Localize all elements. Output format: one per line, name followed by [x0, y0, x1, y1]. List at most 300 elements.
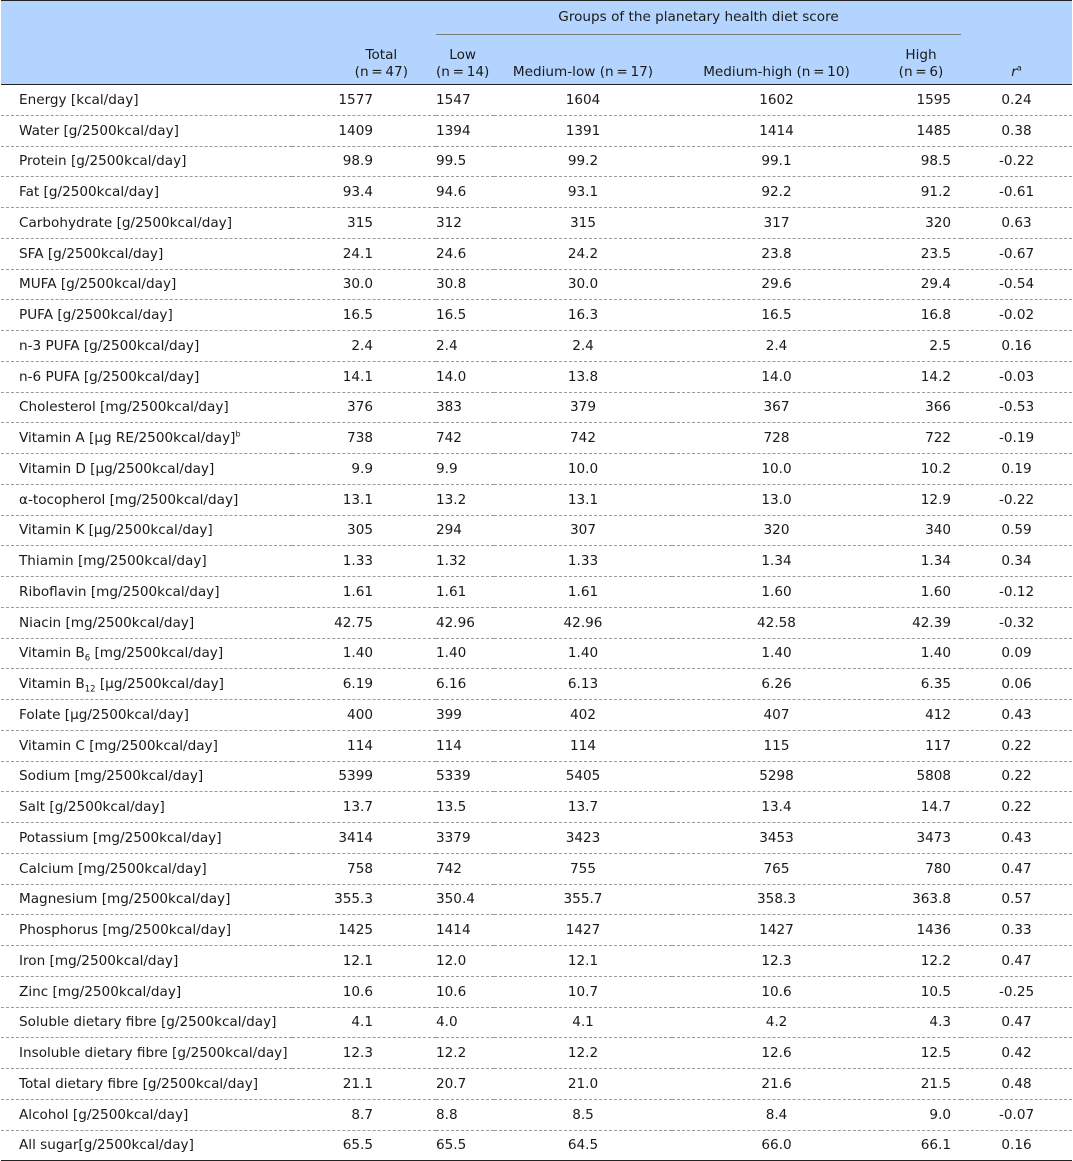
cell-total: 93.4	[292, 177, 436, 208]
cell-r: 0.38	[961, 115, 1072, 146]
header-r-footnote: a	[1016, 63, 1022, 73]
cell-low: 6.16	[436, 669, 494, 700]
cell-low: 30.8	[436, 269, 494, 300]
cell-medium-high: 1414	[672, 115, 881, 146]
cell-high: 23.5	[881, 238, 961, 269]
row-label	[1, 946, 292, 977]
header-medium-low-n: (n = 17)	[599, 64, 654, 80]
row-label	[1, 1099, 292, 1130]
header-high	[881, 35, 961, 85]
row-label	[1, 700, 292, 731]
cell-medium-low: 6.13	[494, 669, 672, 700]
cell-low: 1414	[436, 915, 494, 946]
row-label	[1, 146, 292, 177]
cell-medium-high: 407	[672, 700, 881, 731]
row-label-text: Thiamin [mg/2500kcal/day]	[19, 553, 207, 570]
cell-medium-low: 30.0	[494, 269, 672, 300]
table-row	[1, 730, 1072, 761]
cell-medium-high: 92.2	[672, 177, 881, 208]
cell-high: 1.40	[881, 638, 961, 669]
row-label-text: Potassium [mg/2500kcal/day]	[19, 829, 222, 846]
cell-total: 315	[292, 208, 436, 239]
header-blank	[961, 1, 1072, 35]
cell-medium-low: 315	[494, 208, 672, 239]
cell-r: -0.07	[961, 1099, 1072, 1130]
row-label	[1, 208, 292, 239]
cell-high: 29.4	[881, 269, 961, 300]
cell-medium-low: 114	[494, 730, 672, 761]
row-label-text: Folate [µg/2500kcal/day]	[19, 706, 189, 723]
row-label	[1, 115, 292, 146]
row-label-footnote: b	[235, 429, 241, 439]
table-row	[1, 115, 1072, 146]
row-label-text: Vitamin B	[19, 645, 85, 662]
row-label-text: Total dietary fibre [g/2500kcal/day]	[19, 1075, 259, 1092]
cell-medium-high: 13.4	[672, 792, 881, 823]
cell-low: 12.0	[436, 946, 494, 977]
cell-low: 294	[436, 515, 494, 546]
row-label	[1, 269, 292, 300]
row-label-unit: [mg/2500kcal/day]	[90, 645, 224, 662]
row-label	[1, 454, 292, 485]
cell-r: 0.59	[961, 515, 1072, 546]
table-row	[1, 792, 1072, 823]
cell-medium-low: 12.2	[494, 1038, 672, 1069]
cell-r: -0.54	[961, 269, 1072, 300]
cell-total: 1425	[292, 915, 436, 946]
cell-total: 5399	[292, 761, 436, 792]
cell-medium-low: 1604	[494, 85, 672, 116]
table-row	[1, 976, 1072, 1007]
table-body	[1, 85, 1072, 1161]
cell-r: 0.63	[961, 208, 1072, 239]
header-high-name: High	[905, 47, 937, 63]
row-label-text: Insoluble dietary fibre [g/2500kcal/day]	[19, 1045, 288, 1062]
cell-low: 13.5	[436, 792, 494, 823]
cell-total: 12.3	[292, 1038, 436, 1069]
cell-medium-high: 1.60	[672, 577, 881, 608]
row-label-text: α-tocopherol [mg/2500kcal/day]	[19, 491, 239, 508]
table-row	[1, 423, 1072, 454]
cell-medium-low: 10.0	[494, 454, 672, 485]
cell-r: 0.06	[961, 669, 1072, 700]
cell-medium-high: 2.4	[672, 331, 881, 362]
cell-medium-low: 1391	[494, 115, 672, 146]
cell-high: 21.5	[881, 1069, 961, 1100]
cell-r: 0.16	[961, 331, 1072, 362]
cell-total: 114	[292, 730, 436, 761]
cell-medium-high: 16.5	[672, 300, 881, 331]
cell-medium-low: 755	[494, 853, 672, 884]
row-label	[1, 730, 292, 761]
cell-medium-low: 42.96	[494, 607, 672, 638]
cell-medium-high: 6.26	[672, 669, 881, 700]
cell-total: 355.3	[292, 884, 436, 915]
cell-total: 1.61	[292, 577, 436, 608]
table-row	[1, 484, 1072, 515]
cell-medium-high: 358.3	[672, 884, 881, 915]
row-label	[1, 853, 292, 884]
cell-r: -0.25	[961, 976, 1072, 1007]
cell-medium-high: 765	[672, 853, 881, 884]
cell-r: -0.61	[961, 177, 1072, 208]
cell-r: -0.03	[961, 361, 1072, 392]
table-row	[1, 392, 1072, 423]
cell-medium-high: 14.0	[672, 361, 881, 392]
cell-total: 305	[292, 515, 436, 546]
header-total	[292, 35, 436, 85]
cell-low: 114	[436, 730, 494, 761]
cell-medium-high: 3453	[672, 823, 881, 854]
cell-high: 1485	[881, 115, 961, 146]
header-total-name: Total	[365, 47, 398, 63]
cell-high: 780	[881, 853, 961, 884]
cell-high: 412	[881, 700, 961, 731]
cell-r: 0.47	[961, 853, 1072, 884]
cell-r: 0.42	[961, 1038, 1072, 1069]
header-medium-high-n: (n = 10)	[796, 64, 850, 80]
row-label	[1, 546, 292, 577]
cell-high: 10.2	[881, 454, 961, 485]
row-label	[1, 392, 292, 423]
cell-medium-high: 13.0	[672, 484, 881, 515]
cell-r: 0.43	[961, 700, 1072, 731]
header-label-column	[1, 35, 292, 85]
row-label	[1, 823, 292, 854]
cell-medium-high: 10.6	[672, 976, 881, 1007]
group-title-header	[436, 1, 961, 35]
cell-low: 742	[436, 853, 494, 884]
cell-r: 0.22	[961, 761, 1072, 792]
header-medium-high-name: Medium-high	[703, 64, 793, 80]
row-label-text: Iron [mg/2500kcal/day]	[19, 952, 179, 969]
row-label-text: Carbohydrate [g/2500kcal/day]	[19, 214, 233, 231]
row-label	[1, 361, 292, 392]
cell-total: 13.1	[292, 484, 436, 515]
cell-r: 0.33	[961, 915, 1072, 946]
cell-medium-high: 42.58	[672, 607, 881, 638]
cell-medium-high: 12.3	[672, 946, 881, 977]
row-label-text: n-6 PUFA [g/2500kcal/day]	[19, 368, 200, 385]
cell-high: 1.34	[881, 546, 961, 577]
row-label-text: All sugar[g/2500kcal/day]	[19, 1137, 194, 1154]
row-label	[1, 238, 292, 269]
row-label	[1, 607, 292, 638]
cell-high: 5808	[881, 761, 961, 792]
cell-total: 98.9	[292, 146, 436, 177]
cell-r: -0.22	[961, 146, 1072, 177]
cell-medium-low: 13.7	[494, 792, 672, 823]
cell-total: 376	[292, 392, 436, 423]
table-row	[1, 331, 1072, 362]
cell-high: 16.8	[881, 300, 961, 331]
cell-low: 13.2	[436, 484, 494, 515]
row-label-subscript: 6	[84, 654, 91, 665]
cell-r: 0.34	[961, 546, 1072, 577]
cell-low: 16.5	[436, 300, 494, 331]
table-row	[1, 269, 1072, 300]
row-label	[1, 1130, 292, 1161]
cell-low: 20.7	[436, 1069, 494, 1100]
row-label-text: Salt [g/2500kcal/day]	[19, 799, 165, 816]
cell-medium-high: 10.0	[672, 454, 881, 485]
cell-total: 1409	[292, 115, 436, 146]
cell-high: 3473	[881, 823, 961, 854]
cell-low: 312	[436, 208, 494, 239]
cell-low: 14.0	[436, 361, 494, 392]
row-label-text: Zinc [mg/2500kcal/day]	[19, 983, 182, 1000]
row-label	[1, 1038, 292, 1069]
cell-low: 1394	[436, 115, 494, 146]
cell-medium-low: 93.1	[494, 177, 672, 208]
cell-r: 0.24	[961, 85, 1072, 116]
cell-low: 1.40	[436, 638, 494, 669]
cell-high: 12.5	[881, 1038, 961, 1069]
cell-total: 12.1	[292, 946, 436, 977]
cell-medium-high: 5298	[672, 761, 881, 792]
cell-total: 2.4	[292, 331, 436, 362]
header-medium-high	[672, 35, 881, 85]
header-correlation	[961, 35, 1072, 85]
row-label-text: MUFA [g/2500kcal/day]	[19, 276, 177, 293]
cell-low: 4.0	[436, 1007, 494, 1038]
row-label-text: Alcohol [g/2500kcal/day]	[19, 1106, 189, 1123]
cell-low: 399	[436, 700, 494, 731]
row-label-unit: [µg/2500kcal/day]	[95, 676, 224, 693]
table-row	[1, 208, 1072, 239]
cell-low: 383	[436, 392, 494, 423]
cell-low: 5339	[436, 761, 494, 792]
cell-high: 9.0	[881, 1099, 961, 1130]
cell-medium-low: 13.1	[494, 484, 672, 515]
cell-high: 91.2	[881, 177, 961, 208]
row-label	[1, 761, 292, 792]
cell-medium-low: 5405	[494, 761, 672, 792]
row-label-text: SFA [g/2500kcal/day]	[19, 245, 164, 262]
cell-high: 1436	[881, 915, 961, 946]
header-blank	[292, 1, 436, 35]
row-label-text: Vitamin A [µg RE/2500kcal/day]	[19, 430, 236, 447]
row-label-text: Vitamin C [mg/2500kcal/day]	[19, 737, 218, 754]
cell-medium-high: 367	[672, 392, 881, 423]
header-high-n: (n = 6)	[898, 64, 944, 80]
row-label	[1, 884, 292, 915]
cell-medium-low: 402	[494, 700, 672, 731]
cell-low: 8.8	[436, 1099, 494, 1130]
table-row	[1, 946, 1072, 977]
cell-r: -0.12	[961, 577, 1072, 608]
table-row	[1, 853, 1072, 884]
cell-medium-high: 115	[672, 730, 881, 761]
cell-r: 0.48	[961, 1069, 1072, 1100]
row-label-text: Sodium [mg/2500kcal/day]	[19, 768, 204, 785]
row-label	[1, 484, 292, 515]
cell-r: 0.43	[961, 823, 1072, 854]
cell-low: 1.32	[436, 546, 494, 577]
table-row	[1, 1007, 1072, 1038]
table-row	[1, 546, 1072, 577]
cell-medium-low: 379	[494, 392, 672, 423]
cell-total: 8.7	[292, 1099, 436, 1130]
row-label-text: PUFA [g/2500kcal/day]	[19, 307, 173, 324]
cell-high: 117	[881, 730, 961, 761]
row-label-text: Calcium [mg/2500kcal/day]	[19, 860, 207, 877]
cell-high: 340	[881, 515, 961, 546]
row-label	[1, 331, 292, 362]
table-row	[1, 177, 1072, 208]
table-row	[1, 607, 1072, 638]
cell-low: 94.6	[436, 177, 494, 208]
header-low	[436, 35, 494, 85]
row-label-subscript: 12	[84, 684, 96, 695]
table-header	[1, 1, 1072, 85]
cell-medium-low: 12.1	[494, 946, 672, 977]
cell-low: 2.4	[436, 331, 494, 362]
cell-medium-low: 2.4	[494, 331, 672, 362]
row-label-text: Fat [g/2500kcal/day]	[19, 184, 159, 201]
table-row	[1, 669, 1072, 700]
row-label	[1, 638, 292, 669]
row-label	[1, 85, 292, 116]
header-blank	[1, 1, 292, 35]
row-label-text: Energy [kcal/day]	[19, 91, 139, 108]
cell-medium-high: 1602	[672, 85, 881, 116]
table-row	[1, 915, 1072, 946]
row-label-text: Cholesterol [mg/2500kcal/day]	[19, 399, 229, 416]
cell-r: 0.47	[961, 946, 1072, 977]
cell-total: 1577	[292, 85, 436, 116]
cell-low: 24.6	[436, 238, 494, 269]
table-row	[1, 577, 1072, 608]
table-row	[1, 823, 1072, 854]
cell-high: 366	[881, 392, 961, 423]
cell-high: 42.39	[881, 607, 961, 638]
header-r: r	[1011, 64, 1017, 80]
cell-medium-low: 99.2	[494, 146, 672, 177]
cell-medium-low: 355.7	[494, 884, 672, 915]
cell-r: -0.67	[961, 238, 1072, 269]
cell-medium-low: 3423	[494, 823, 672, 854]
cell-high: 722	[881, 423, 961, 454]
header-total-n: (n = 47)	[354, 64, 408, 80]
header-low-n: (n = 14)	[436, 64, 490, 80]
cell-high: 363.8	[881, 884, 961, 915]
cell-low: 350.4	[436, 884, 494, 915]
cell-high: 10.5	[881, 976, 961, 1007]
row-label-text: Vitamin D [µg/2500kcal/day]	[19, 460, 215, 477]
table-row	[1, 1038, 1072, 1069]
cell-total: 65.5	[292, 1130, 436, 1161]
cell-total: 9.9	[292, 454, 436, 485]
cell-medium-low: 13.8	[494, 361, 672, 392]
cell-high: 1595	[881, 85, 961, 116]
row-label	[1, 976, 292, 1007]
cell-total: 400	[292, 700, 436, 731]
cell-medium-high: 29.6	[672, 269, 881, 300]
row-label-text: Soluble dietary fibre [g/2500kcal/day]	[19, 1014, 277, 1031]
table-row	[1, 515, 1072, 546]
row-label	[1, 792, 292, 823]
table-row	[1, 1069, 1072, 1100]
table-row	[1, 700, 1072, 731]
cell-total: 10.6	[292, 976, 436, 1007]
cell-high: 14.2	[881, 361, 961, 392]
row-label	[1, 915, 292, 946]
cell-r: 0.57	[961, 884, 1072, 915]
cell-medium-low: 21.0	[494, 1069, 672, 1100]
cell-low: 10.6	[436, 976, 494, 1007]
table-row	[1, 1130, 1072, 1161]
cell-total: 1.40	[292, 638, 436, 669]
cell-medium-high: 12.6	[672, 1038, 881, 1069]
table-row	[1, 761, 1072, 792]
cell-high: 2.5	[881, 331, 961, 362]
cell-total: 16.5	[292, 300, 436, 331]
cell-high: 320	[881, 208, 961, 239]
cell-medium-high: 320	[672, 515, 881, 546]
cell-total: 14.1	[292, 361, 436, 392]
cell-low: 65.5	[436, 1130, 494, 1161]
cell-r: -0.32	[961, 607, 1072, 638]
row-label-text: Phosphorus [mg/2500kcal/day]	[19, 922, 232, 939]
cell-total: 3414	[292, 823, 436, 854]
cell-medium-low: 1.33	[494, 546, 672, 577]
cell-medium-high: 1.40	[672, 638, 881, 669]
cell-r: 0.22	[961, 792, 1072, 823]
cell-medium-low: 10.7	[494, 976, 672, 1007]
table-row	[1, 884, 1072, 915]
cell-medium-low: 8.5	[494, 1099, 672, 1130]
cell-medium-high: 21.6	[672, 1069, 881, 1100]
row-label-text: Vitamin B	[19, 676, 85, 693]
cell-low: 99.5	[436, 146, 494, 177]
row-label	[1, 1069, 292, 1100]
cell-low: 9.9	[436, 454, 494, 485]
cell-total: 4.1	[292, 1007, 436, 1038]
row-label	[1, 1007, 292, 1038]
cell-r: -0.02	[961, 300, 1072, 331]
row-label	[1, 515, 292, 546]
cell-low: 42.96	[436, 607, 494, 638]
cell-total: 24.1	[292, 238, 436, 269]
table-row	[1, 1099, 1072, 1130]
cell-r: 0.16	[961, 1130, 1072, 1161]
cell-total: 758	[292, 853, 436, 884]
cell-total: 6.19	[292, 669, 436, 700]
header-medium-low-name: Medium-low	[512, 64, 596, 80]
cell-medium-high: 1.34	[672, 546, 881, 577]
cell-medium-low: 24.2	[494, 238, 672, 269]
cell-high: 12.2	[881, 946, 961, 977]
group-title: Groups of the planetary health diet score	[558, 9, 839, 25]
cell-total: 1.33	[292, 546, 436, 577]
cell-medium-low: 16.3	[494, 300, 672, 331]
cell-total: 21.1	[292, 1069, 436, 1100]
cell-medium-high: 8.4	[672, 1099, 881, 1130]
cell-high: 98.5	[881, 146, 961, 177]
row-label-text: n-3 PUFA [g/2500kcal/day]	[19, 337, 200, 354]
cell-r: 0.19	[961, 454, 1072, 485]
row-label-text: Magnesium [mg/2500kcal/day]	[19, 891, 231, 908]
row-label-text: Protein [g/2500kcal/day]	[19, 153, 187, 170]
table-row	[1, 638, 1072, 669]
cell-low: 1.61	[436, 577, 494, 608]
cell-medium-low: 1.61	[494, 577, 672, 608]
cell-high: 66.1	[881, 1130, 961, 1161]
cell-total: 13.7	[292, 792, 436, 823]
cell-r: 0.09	[961, 638, 1072, 669]
cell-medium-low: 4.1	[494, 1007, 672, 1038]
